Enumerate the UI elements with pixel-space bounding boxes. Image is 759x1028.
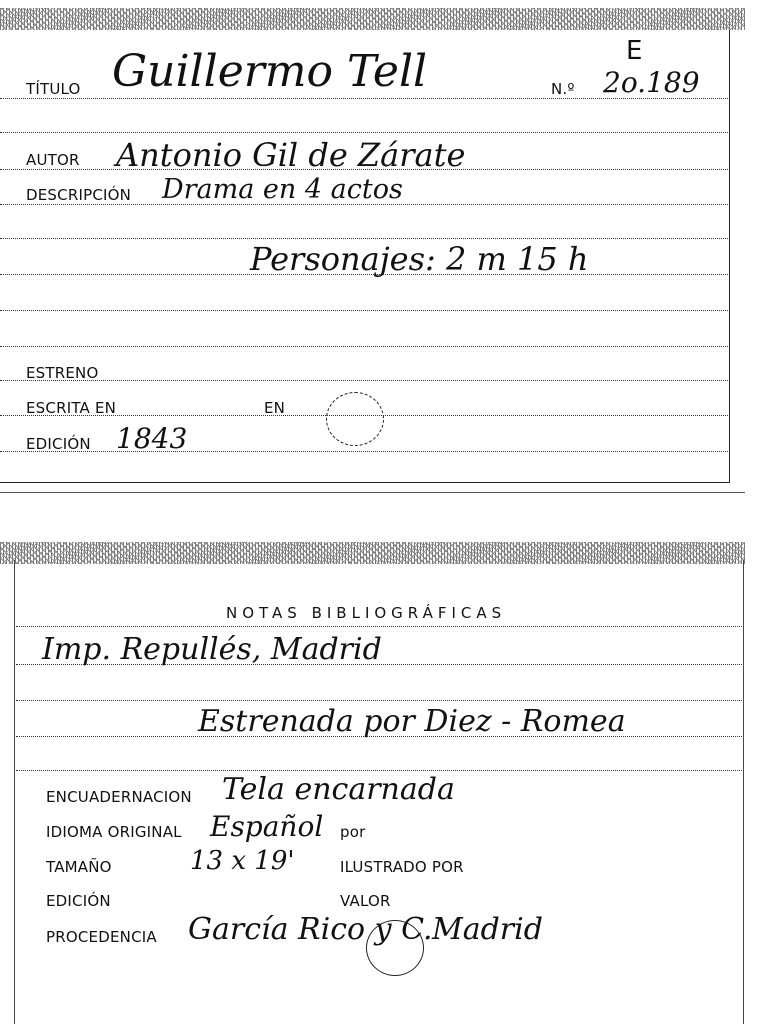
autor-label: AUTOR: [26, 151, 80, 169]
valor-label: VALOR: [340, 892, 391, 910]
numero-label: N.º: [551, 80, 575, 98]
rule-line: [16, 700, 742, 701]
rule-line: [0, 310, 728, 311]
personajes-value: Personajes: 2 m 15 h: [250, 240, 589, 278]
card-right-border: [729, 30, 730, 482]
encuadernacion-label: ENCUADERNACION: [46, 788, 192, 806]
notes-line-1: Imp. Repullés, Madrid: [42, 632, 382, 667]
catalog-card-back: [0, 538, 759, 1028]
card-right-border: [743, 560, 744, 1024]
card-bottom-border: [0, 482, 730, 483]
estreno-label: ESTRENO: [26, 364, 99, 382]
ilustrado-label: ILUSTRADO POR: [340, 858, 464, 876]
edicion-label: EDICIÓN: [26, 435, 91, 453]
card-top-edge: [0, 8, 745, 30]
rule-line: [0, 346, 728, 347]
card-top-edge: [0, 542, 745, 564]
escrita-en-label: ESCRITA EN: [26, 399, 117, 417]
procedencia-place: Madrid: [432, 912, 543, 947]
procedencia-value: García Rico y C.: [188, 912, 433, 947]
encuadernacion-value: Tela encarnada: [222, 772, 455, 807]
rule-line: [0, 238, 728, 239]
numero-value: 2o.189: [603, 66, 700, 99]
tamano-label: TAMAÑO: [46, 858, 112, 876]
card-separator: [0, 492, 745, 493]
procedencia-label: PROCEDENCIA: [46, 928, 157, 946]
rule-line: [0, 132, 728, 133]
rule-line: [0, 451, 728, 452]
autor-value: Antonio Gil de Zárate: [116, 136, 466, 174]
rule-line: [0, 380, 728, 381]
rule-line: [16, 626, 742, 627]
edicion-value: 1843: [116, 422, 188, 455]
descripcion-label: DESCRIPCIÓN: [26, 186, 132, 204]
idioma-value: Español: [210, 810, 324, 843]
titulo-label: TÍTULO: [26, 80, 81, 98]
idioma-label: IDIOMA ORIGINAL: [46, 823, 182, 841]
descripcion-value: Drama en 4 actos: [162, 174, 403, 205]
letter-mark: E: [626, 36, 643, 66]
en-label: EN: [264, 399, 286, 417]
edicion-bottom-label: EDICIÓN: [46, 892, 111, 910]
rule-line: [16, 770, 742, 771]
por-label: por: [340, 823, 366, 841]
notes-line-2: Estrenada por Diez - Romea: [198, 704, 626, 739]
tamano-value: 13 x 19': [190, 846, 295, 876]
stamp-circle: [326, 392, 384, 446]
stamp-circle: [366, 920, 424, 976]
card-left-border: [14, 560, 15, 1024]
notas-header: NOTAS BIBLIOGRÁFICAS: [226, 604, 507, 622]
catalog-card-front: [0, 0, 759, 492]
titulo-value: Guillermo Tell: [112, 46, 428, 97]
